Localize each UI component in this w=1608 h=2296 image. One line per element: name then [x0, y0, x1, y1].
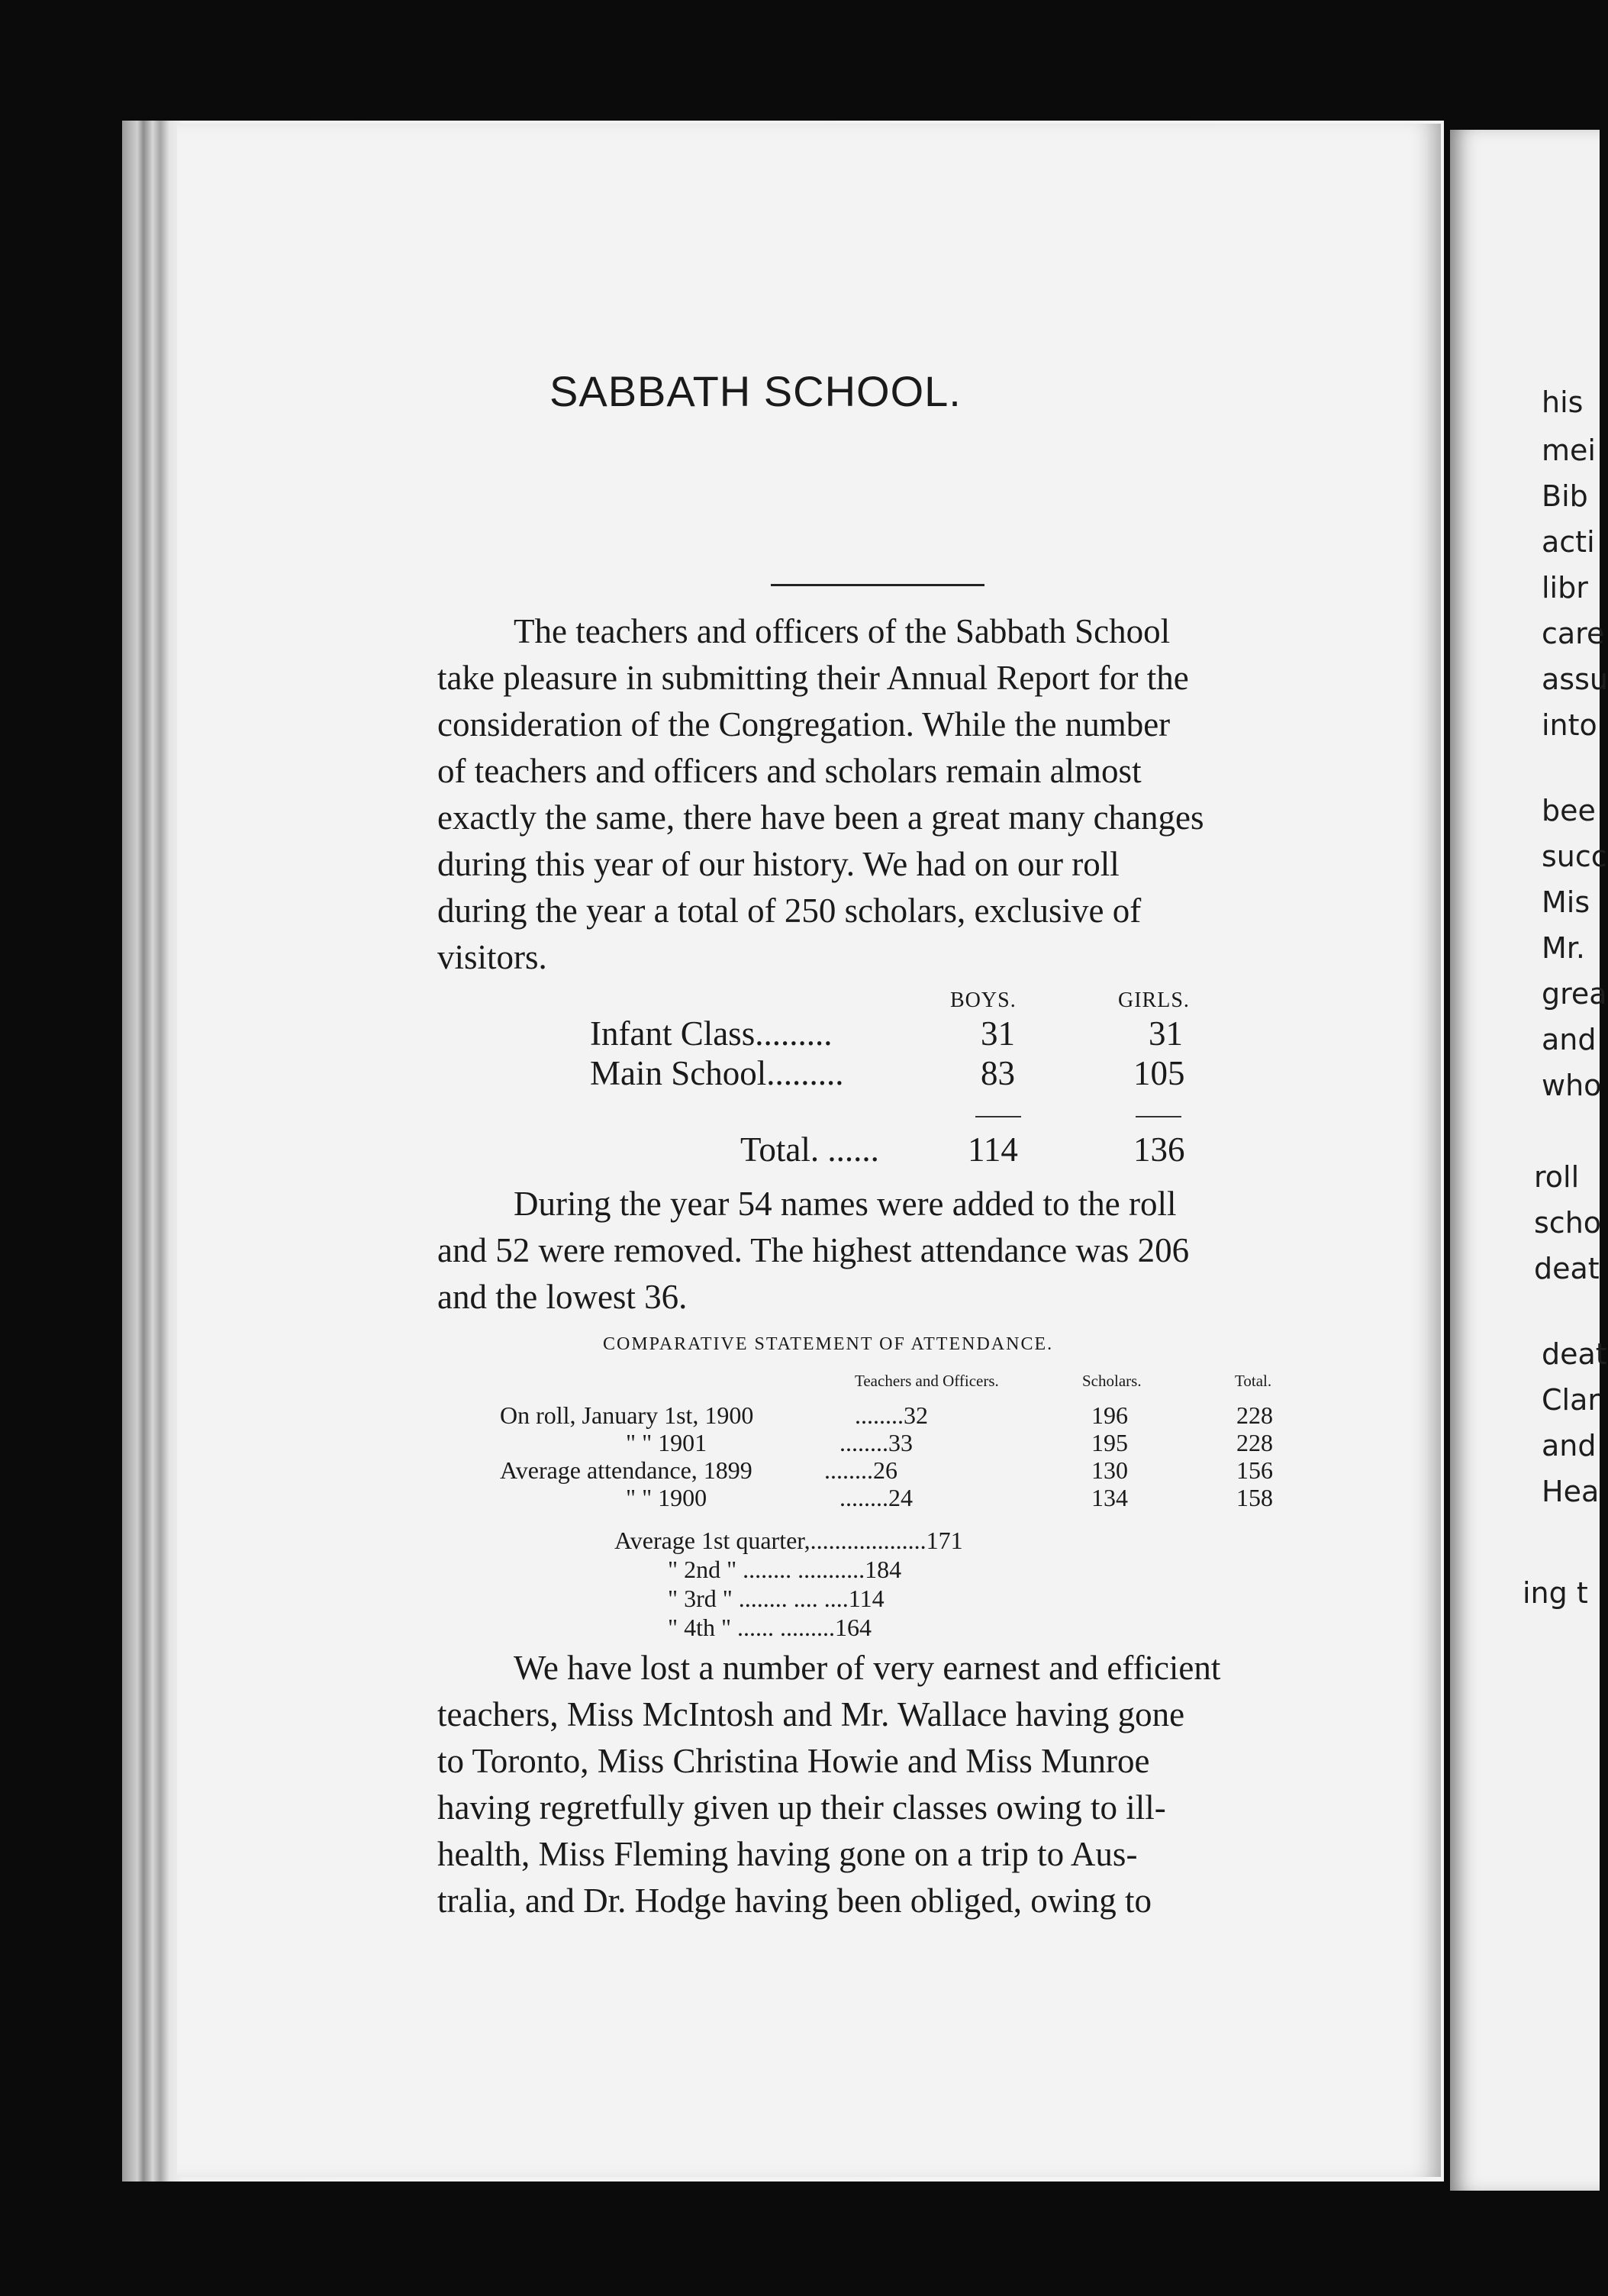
attendance-row-label: Average attendance, 1899: [500, 1456, 752, 1484]
attendance-row-label: On roll, January 1st, 1900: [500, 1401, 754, 1429]
closing-line: We have lost a number of very earnest and efficient: [514, 1649, 1221, 1687]
class-row-label: Infant Class.........: [590, 1014, 833, 1053]
attendance-row-total: 158: [1236, 1484, 1273, 1511]
intro-line: consideration of the Congregation. While the number: [437, 705, 1171, 743]
total-girls: 136: [1133, 1130, 1185, 1169]
attendance-row-total: 156: [1236, 1456, 1273, 1484]
total-row-label: Total. ......: [740, 1130, 879, 1169]
facing-page-fragment: bee: [1542, 794, 1596, 827]
facing-page-fragment: grea: [1542, 977, 1607, 1011]
closing-line: to Toronto, Miss Christina Howie and Miss Munroe: [437, 1742, 1150, 1780]
attendance-row-teachers: ........26: [824, 1456, 897, 1484]
facing-page-fragment: and: [1542, 1023, 1597, 1056]
title-rule: [771, 584, 984, 586]
class-row-girls: 105: [1133, 1054, 1185, 1092]
facing-page-fragment: scho: [1534, 1206, 1602, 1240]
facing-page-fragment: and: [1542, 1429, 1597, 1462]
girls-header: GIRLS.: [1118, 988, 1190, 1012]
intro-line: exactly the same, there have been a great many changes: [437, 798, 1204, 837]
quarter-row: Average 1st quarter,...................171: [614, 1527, 963, 1554]
quarter-row: " 3rd " ........ .... ....114: [668, 1585, 885, 1612]
closing-paragraph: [437, 1645, 1334, 1924]
total-header: Total.: [1235, 1372, 1272, 1390]
class-row-girls: 31: [1149, 1014, 1183, 1053]
attendance-row-scholars: 130: [1091, 1456, 1128, 1484]
facing-page-fragment: Clar: [1542, 1383, 1600, 1417]
intro-line: visitors.: [437, 938, 547, 976]
facing-page-fragment: Mr.: [1542, 931, 1585, 965]
closing-line: teachers, Miss McIntosh and Mr. Wallace having gone: [437, 1695, 1185, 1733]
closing-line: having regretfully given up their classes owing to ill-: [437, 1788, 1166, 1827]
facing-page-fragment: deat: [1542, 1337, 1607, 1371]
intro-line: of teachers and officers and scholars remain almost: [437, 752, 1142, 790]
total-boys: 114: [968, 1130, 1018, 1169]
quarter-row: " 2nd " ........ ...........184: [668, 1556, 902, 1583]
attendance-row-teachers: ........32: [855, 1401, 928, 1429]
facing-page-fragment: who: [1542, 1069, 1602, 1102]
middle-line: and 52 were removed. The highest attendance was 206: [437, 1231, 1190, 1269]
sum-rule: [1136, 1116, 1181, 1117]
facing-page: [1450, 130, 1608, 2191]
facing-page-fragment: mei: [1542, 434, 1596, 467]
attendance-row-scholars: 196: [1091, 1401, 1128, 1429]
middle-paragraph: [437, 1181, 1334, 1321]
class-row-boys: 83: [981, 1054, 1015, 1092]
closing-line: health, Miss Fleming having gone on a trip to Aus-: [437, 1835, 1138, 1873]
boys-header: BOYS.: [950, 988, 1017, 1012]
class-row-boys: 31: [981, 1014, 1015, 1053]
facing-page-fragment: Mis: [1542, 885, 1590, 919]
attendance-row-scholars: 134: [1091, 1484, 1128, 1511]
intro-line: during this year of our history. We had on our roll: [437, 845, 1120, 883]
closing-line: tralia, and Dr. Hodge having been obliged, owing to: [437, 1882, 1152, 1920]
intro-line: take pleasure in submitting their Annual Report for the: [437, 659, 1189, 697]
attendance-row-total: 228: [1236, 1401, 1273, 1429]
facing-page-fragment: acti: [1542, 525, 1595, 559]
scholars-header: Scholars.: [1082, 1372, 1142, 1390]
facing-page-fragment: roll: [1534, 1160, 1580, 1194]
intro-paragraph: [437, 608, 1334, 981]
facing-page-fragment: assu: [1542, 663, 1608, 696]
attendance-row-label: " " 1900: [626, 1484, 707, 1511]
attendance-row-scholars: 195: [1091, 1429, 1128, 1456]
facing-page-fragment: into: [1542, 708, 1597, 742]
facing-page-fragment: care: [1542, 617, 1605, 650]
facing-page-fragment: Bib: [1542, 479, 1588, 513]
facing-page-fragment: deat: [1534, 1252, 1600, 1285]
attendance-row-teachers: ........33: [839, 1429, 913, 1456]
facing-page-fragment: succ: [1542, 840, 1607, 873]
attendance-title: COMPARATIVE STATEMENT OF ATTENDANCE.: [603, 1334, 1054, 1354]
facing-page-fragment: his: [1542, 385, 1584, 419]
attendance-row-total: 228: [1236, 1429, 1273, 1456]
attendance-row-label: " " 1901: [626, 1429, 707, 1456]
facing-page-fragment: libr: [1542, 571, 1588, 605]
middle-line: and the lowest 36.: [437, 1278, 688, 1316]
facing-page-fragment: ing t: [1523, 1576, 1588, 1610]
intro-line: during the year a total of 250 scholars, exclusive of: [437, 892, 1142, 930]
facing-page-fragment: Hea: [1542, 1475, 1600, 1508]
class-row-label: Main School.........: [590, 1054, 844, 1092]
intro-line: The teachers and officers of the Sabbath School: [514, 612, 1171, 650]
teachers-header: Teachers and Officers.: [855, 1372, 999, 1390]
page-title: SABBATH SCHOOL.: [549, 367, 962, 415]
sum-rule: [975, 1116, 1021, 1117]
attendance-row-teachers: ........24: [839, 1484, 913, 1511]
quarter-row: " 4th " ...... .........164: [668, 1614, 872, 1641]
middle-line: During the year 54 names were added to the roll: [514, 1185, 1177, 1223]
